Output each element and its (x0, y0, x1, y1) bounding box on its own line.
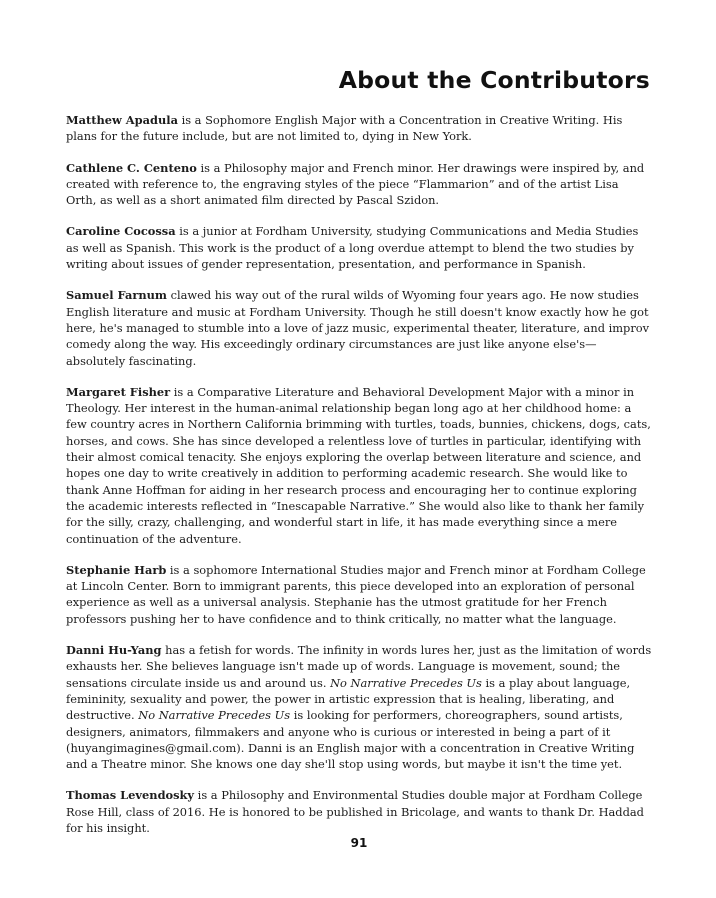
contributor-name: Margaret Fisher (66, 384, 171, 399)
contributor-name: Matthew Apadula (66, 113, 178, 127)
contributor-bio (66, 112, 652, 145)
contributor-name: Caroline Cocossa (66, 224, 176, 239)
contributor-bio-text: has a fetish for words. The infinity in words lures her, just as the limitation of words exhausts her. She believes language isn't made up of words. Language is movement, sound; the sensations circulate inside us and around us. (66, 643, 652, 690)
contributor-name: Thomas Levendosky (66, 788, 195, 803)
contributor-bio-text: is a Philosophy and Environmental Studies double major at Fordham College Rose Hill, class of 2016. He is honored to be published in Bricolage, and wants to thank Dr. Haddad for his insight. (66, 788, 644, 835)
contributor-bio-text: is looking for performers, choreographers, sound artists, designers, animators, filmmakers and anyone who is curious or interested in being a part of it (huyangimagines@gmail.com). Danni is an English major with a concentration in Creative Writing and a Theatre minor. She knows one day she'll stop using words, but maybe it isn't the time yet. (66, 708, 635, 772)
contributor-bio (66, 160, 652, 209)
contributor-name: Danni Hu-Yang (66, 643, 162, 658)
contributor-bio-text: clawed his way out of the rural wilds of Wyoming four years ago. He now studies English literature and music at Fordham University. Though he still doesn't know exactly how he got here, he's managed to stumble into a love of jazz music, experimental theater, literature, and improv comedy along the way. His exceedingly ordinary circumstances are just like anyone else's—absolutely fascinating. (66, 288, 650, 368)
page-title: About the Contributors (338, 66, 650, 94)
contributor-bio (66, 287, 652, 368)
play-title: No Narrative Precedes Us (138, 708, 291, 723)
contributor-bio (66, 787, 652, 836)
page-number: 91 (350, 836, 368, 850)
document-page (66, 0, 652, 898)
contributor-bio-text: is a Comparative Literature and Behavioral Development Major with a minor in Theology. Her interest in the human-animal relationship began long ago at her childhood home: a few country acres in Northern California brimming with turtles, toads, bunnies, chickens, dogs, cats, horses, and cows. She has since developed a relentless love of turtles in particular, identifying with their almost comical tenacity. She enjoys exploring the overlap between literature and science, and hopes one day to write creatively in addition to performing academic research. She would like to thank Anne Hoffman for aiding in her research process and encouraging her to continue exploring the academic interests reflected in “Inescapable Narrative.” She would also like to thank her family for the silly, crazy, challenging, and wonderful start in life, it has made everything since a mere continuation of the adventure. (66, 384, 651, 546)
contributor-bio (66, 384, 652, 547)
contributor-bio (66, 642, 652, 772)
contributor-bio (66, 562, 652, 627)
contributor-bio-text: is a sophomore International Studies major and French minor at Fordham College at Lincoln Center. Born to immigrant parents, this piece developed into an exploration of personal experience as well as a universal analysis. Stephanie has the utmost gratitude for her French professors pushing her to have confidence and to think critically, no matter what the language. (66, 562, 646, 626)
contributor-bio-text: is a Sophomore English Major with a Concentration in Creative Writing. His plans for the future include, but are not limited to, dying in New York. (66, 113, 623, 144)
contributor-name: Stephanie Harb (66, 562, 167, 577)
contributor-list (66, 112, 652, 851)
play-title: No Narrative Precedes Us (330, 675, 482, 690)
contributor-bio-text: is a junior at Fordham University, studying Communications and Media Studies as well as Spanish. This work is the product of a long overdue attempt to blend the two studies by writing about issues of gender representation, presentation, and performance in Spanish. (66, 224, 639, 272)
contributor-bio-text: is a Philosophy major and French minor. Her drawings were inspired by, and created with reference to, the engraving styles of the piece “Flammarion” and of the artist Lisa Orth, as well as a short animated film directed by Pascal Szidon. (66, 160, 645, 208)
contributor-name: Samuel Farnum (66, 288, 167, 303)
contributor-name: Cathlene C. Centeno (66, 160, 197, 175)
contributor-bio (66, 223, 652, 272)
contributor-bio-text: is a play about language, femininity, sexuality and power, the power in artistic expression that is healing, liberating, and destructive. (66, 675, 631, 723)
